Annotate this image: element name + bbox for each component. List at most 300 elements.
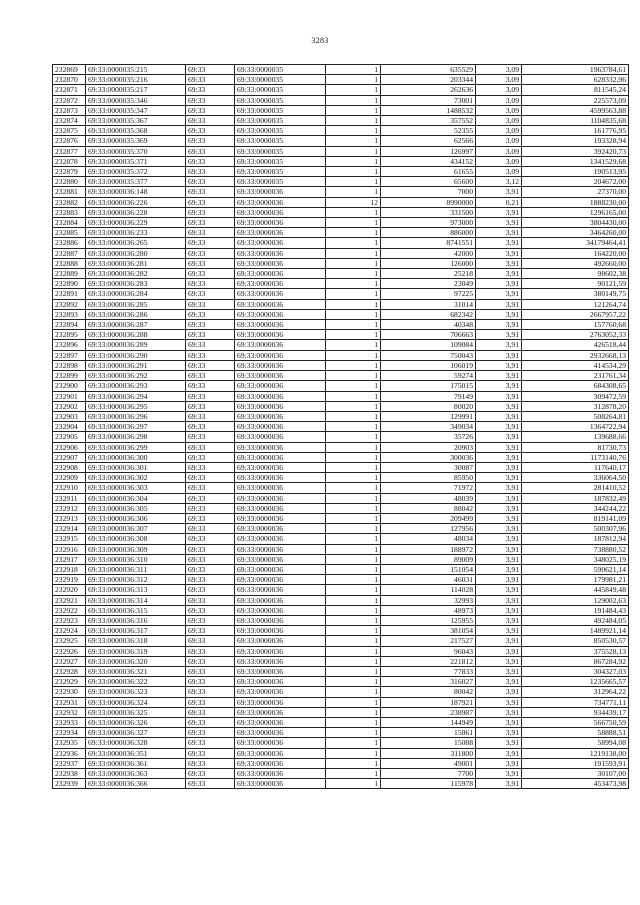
table-row [53, 422, 629, 432]
district-code-cell: 69:33 [186, 381, 235, 391]
cadastral-number-cell: 69:33:0000035:372 [86, 167, 186, 177]
table-row [53, 269, 629, 279]
cadastral-quarter-cell: 69:33:0000036 [235, 309, 326, 319]
cadastral-quarter-cell: 69:33:0000035 [235, 167, 326, 177]
cadastral-value-cell: 27370,00 [522, 187, 629, 197]
table-row [53, 238, 629, 248]
cadastral-number-cell: 69:33:0000036:361 [86, 758, 186, 768]
row-number-cell: 232910 [53, 483, 86, 493]
row-number-cell: 232932 [53, 707, 86, 717]
area-cell: 300036 [381, 452, 476, 462]
row-number-cell: 232907 [53, 452, 86, 462]
district-code-cell: 69:33 [186, 299, 235, 309]
specific-value-cell: 3,91 [476, 299, 522, 309]
district-code-cell: 69:33 [186, 258, 235, 268]
row-number-cell: 232896 [53, 340, 86, 350]
cadastral-number-cell: 69:33:0000036:229 [86, 218, 186, 228]
area-cell: 71972 [381, 483, 476, 493]
district-code-cell: 69:33 [186, 105, 235, 115]
table-row [53, 401, 629, 411]
row-number-cell: 232875 [53, 126, 86, 136]
cadastral-value-cell: 281410,52 [522, 483, 629, 493]
cadastral-number-cell: 69:33:0000035:368 [86, 126, 186, 136]
row-number-cell: 232934 [53, 728, 86, 738]
cadastral-value-cell: 30107,00 [522, 769, 629, 779]
specific-value-cell: 3,09 [476, 65, 522, 75]
cadastral-number-cell: 69:33:0000036:351 [86, 748, 186, 758]
cadastral-quarter-cell: 69:33:0000036 [235, 483, 326, 493]
specific-value-cell: 3,91 [476, 411, 522, 421]
cadastral-number-cell: 69:33:0000036:328 [86, 738, 186, 748]
cadastral-quarter-cell: 69:33:0000036 [235, 299, 326, 309]
table-row [53, 503, 629, 513]
cadastral-number-cell: 69:33:0000036:306 [86, 513, 186, 523]
cadastral-number-cell: 69:33:0000036:312 [86, 575, 186, 585]
specific-value-cell: 3,91 [476, 738, 522, 748]
row-number-cell: 232923 [53, 615, 86, 625]
district-code-cell: 69:33 [186, 707, 235, 717]
count-cell: 1 [326, 524, 381, 534]
row-number-cell: 232892 [53, 299, 86, 309]
cadastral-value-cell: 628332,96 [522, 75, 629, 85]
area-cell: 127956 [381, 524, 476, 534]
cadastral-value-cell: 3464260,00 [522, 228, 629, 238]
cadastral-value-cell: 90121,59 [522, 279, 629, 289]
area-cell: 434152 [381, 156, 476, 166]
count-cell: 1 [326, 748, 381, 758]
count-cell: 1 [326, 666, 381, 676]
table-row [53, 156, 629, 166]
specific-value-cell: 3,91 [476, 422, 522, 432]
page-number: 3283 [311, 36, 329, 45]
cadastral-quarter-cell: 69:33:0000036 [235, 228, 326, 238]
row-number-cell: 232929 [53, 677, 86, 687]
district-code-cell: 69:33 [186, 218, 235, 228]
specific-value-cell: 3,91 [476, 218, 522, 228]
specific-value-cell: 3,91 [476, 442, 522, 452]
cadastral-number-cell: 69:33:0000036:307 [86, 524, 186, 534]
count-cell: 1 [326, 177, 381, 187]
cadastral-number-cell: 69:33:0000036:318 [86, 636, 186, 646]
row-number-cell: 232905 [53, 432, 86, 442]
cadastral-value-cell: 375528,13 [522, 646, 629, 656]
district-code-cell: 69:33 [186, 146, 235, 156]
area-cell: 61655 [381, 167, 476, 177]
table-row [53, 391, 629, 401]
district-code-cell: 69:33 [186, 595, 235, 605]
cadastral-value-cell: 190513,95 [522, 167, 629, 177]
district-code-cell: 69:33 [186, 350, 235, 360]
area-cell: 115978 [381, 779, 476, 789]
area-cell: 311800 [381, 748, 476, 758]
cadastral-quarter-cell: 69:33:0000036 [235, 452, 326, 462]
cadastral-quarter-cell: 69:33:0000036 [235, 330, 326, 340]
cadastral-number-cell: 69:33:0000035:217 [86, 85, 186, 95]
cadastral-value-cell: 98602,38 [522, 269, 629, 279]
count-cell: 1 [326, 758, 381, 768]
count-cell: 1 [326, 126, 381, 136]
cadastral-quarter-cell: 69:33:0000036 [235, 269, 326, 279]
table-row [53, 136, 629, 146]
district-code-cell: 69:33 [186, 289, 235, 299]
district-code-cell: 69:33 [186, 534, 235, 544]
row-number-cell: 232931 [53, 697, 86, 707]
area-cell: 886000 [381, 228, 476, 238]
specific-value-cell: 3,91 [476, 360, 522, 370]
table-row [53, 554, 629, 564]
cadastral-quarter-cell: 69:33:0000036 [235, 493, 326, 503]
cadastral-quarter-cell: 69:33:0000036 [235, 656, 326, 666]
table-row [53, 350, 629, 360]
row-number-cell: 232884 [53, 218, 86, 228]
cadastral-value-cell: 164220,00 [522, 248, 629, 258]
cadastral-quarter-cell: 69:33:0000036 [235, 371, 326, 381]
cadastral-quarter-cell: 69:33:0000036 [235, 187, 326, 197]
area-cell: 635529 [381, 65, 476, 75]
district-code-cell: 69:33 [186, 330, 235, 340]
cadastral-number-cell: 69:33:0000036:327 [86, 728, 186, 738]
table-row [53, 360, 629, 370]
cadastral-number-cell: 69:33:0000036:294 [86, 391, 186, 401]
cadastral-quarter-cell: 69:33:0000036 [235, 391, 326, 401]
count-cell: 1 [326, 187, 381, 197]
row-number-cell: 232911 [53, 493, 86, 503]
cadastral-value-cell: 129002,63 [522, 595, 629, 605]
cadastral-quarter-cell: 69:33:0000036 [235, 218, 326, 228]
cadastral-quarter-cell: 69:33:0000036 [235, 687, 326, 697]
row-number-cell: 232913 [53, 513, 86, 523]
row-number-cell: 232902 [53, 401, 86, 411]
cadastral-quarter-cell: 69:33:0000036 [235, 605, 326, 615]
area-cell: 49001 [381, 758, 476, 768]
cadastral-quarter-cell: 69:33:0000036 [235, 279, 326, 289]
area-cell: 8990000 [381, 197, 476, 207]
district-code-cell: 69:33 [186, 656, 235, 666]
count-cell: 1 [326, 677, 381, 687]
cadastral-number-cell: 69:33:0000036:321 [86, 666, 186, 676]
cadastral-quarter-cell: 69:33:0000036 [235, 248, 326, 258]
specific-value-cell: 3,91 [476, 493, 522, 503]
cadastral-number-cell: 69:33:0000036:299 [86, 442, 186, 452]
row-number-cell: 232922 [53, 605, 86, 615]
count-cell: 1 [326, 769, 381, 779]
cadastral-number-cell: 69:33:0000036:290 [86, 350, 186, 360]
cadastral-value-cell: 187832,49 [522, 493, 629, 503]
row-number-cell: 232886 [53, 238, 86, 248]
cadastral-number-cell: 69:33:0000036:288 [86, 330, 186, 340]
district-code-cell: 69:33 [186, 626, 235, 636]
district-code-cell: 69:33 [186, 85, 235, 95]
cadastral-number-cell: 69:33:0000036:323 [86, 687, 186, 697]
cadastral-quarter-cell: 69:33:0000035 [235, 85, 326, 95]
row-number-cell: 232901 [53, 391, 86, 401]
count-cell: 1 [326, 350, 381, 360]
specific-value-cell: 3,91 [476, 626, 522, 636]
cadastral-value-cell: 1888230,00 [522, 197, 629, 207]
cadastral-quarter-cell: 69:33:0000036 [235, 289, 326, 299]
count-cell: 1 [326, 258, 381, 268]
cadastral-value-cell: 500307,96 [522, 524, 629, 534]
cadastral-quarter-cell: 69:33:0000035 [235, 126, 326, 136]
district-code-cell: 69:33 [186, 126, 235, 136]
cadastral-value-cell: 191593,91 [522, 758, 629, 768]
count-cell: 1 [326, 513, 381, 523]
cadastral-value-cell: 312964,22 [522, 687, 629, 697]
cadastral-quarter-cell: 69:33:0000036 [235, 320, 326, 330]
count-cell: 1 [326, 585, 381, 595]
area-cell: 357552 [381, 116, 476, 126]
cadastral-quarter-cell: 69:33:0000036 [235, 350, 326, 360]
row-number-cell: 232916 [53, 544, 86, 554]
cadastral-number-cell: 69:33:0000036:302 [86, 473, 186, 483]
cadastral-number-cell: 69:33:0000035:216 [86, 75, 186, 85]
cadastral-quarter-cell: 69:33:0000036 [235, 615, 326, 625]
row-number-cell: 232930 [53, 687, 86, 697]
cadastral-number-cell: 69:33:0000036:317 [86, 626, 186, 636]
cadastral-number-cell: 69:33:0000036:280 [86, 248, 186, 258]
cadastral-quarter-cell: 69:33:0000035 [235, 95, 326, 105]
cadastral-value-table [52, 64, 629, 789]
count-cell: 1 [326, 442, 381, 452]
cadastral-number-cell: 69:33:0000035:346 [86, 95, 186, 105]
specific-value-cell: 3,91 [476, 228, 522, 238]
district-code-cell: 69:33 [186, 116, 235, 126]
cadastral-number-cell: 69:33:0000036:233 [86, 228, 186, 238]
table-row [53, 493, 629, 503]
cadastral-value-cell: 445849,48 [522, 585, 629, 595]
specific-value-cell: 3,91 [476, 503, 522, 513]
cadastral-number-cell: 69:33:0000036:366 [86, 779, 186, 789]
count-cell: 1 [326, 646, 381, 656]
count-cell: 1 [326, 146, 381, 156]
cadastral-number-cell: 69:33:0000036:322 [86, 677, 186, 687]
count-cell: 1 [326, 728, 381, 738]
cadastral-number-cell: 69:33:0000036:292 [86, 371, 186, 381]
table-row [53, 197, 629, 207]
cadastral-number-cell: 69:33:0000036:293 [86, 381, 186, 391]
count-cell: 1 [326, 371, 381, 381]
count-cell: 1 [326, 656, 381, 666]
cadastral-value-cell: 58994,08 [522, 738, 629, 748]
count-cell: 1 [326, 340, 381, 350]
specific-value-cell: 3,91 [476, 779, 522, 789]
cadastral-quarter-cell: 69:33:0000036 [235, 524, 326, 534]
specific-value-cell: 3,91 [476, 483, 522, 493]
table-row [53, 544, 629, 554]
count-cell: 1 [326, 360, 381, 370]
count-cell: 1 [326, 238, 381, 248]
row-number-cell: 232897 [53, 350, 86, 360]
row-number-cell: 232920 [53, 585, 86, 595]
specific-value-cell: 3,09 [476, 156, 522, 166]
cadastral-quarter-cell: 69:33:0000036 [235, 707, 326, 717]
specific-value-cell: 3,91 [476, 748, 522, 758]
district-code-cell: 69:33 [186, 503, 235, 513]
district-code-cell: 69:33 [186, 401, 235, 411]
cadastral-number-cell: 69:33:0000036:285 [86, 299, 186, 309]
table-row [53, 126, 629, 136]
table-row [53, 758, 629, 768]
cadastral-value-cell: 336064,50 [522, 473, 629, 483]
row-number-cell: 232891 [53, 289, 86, 299]
specific-value-cell: 3,91 [476, 473, 522, 483]
count-cell: 1 [326, 422, 381, 432]
row-number-cell: 232893 [53, 309, 86, 319]
table-row [53, 75, 629, 85]
district-code-cell: 69:33 [186, 758, 235, 768]
specific-value-cell: 3,91 [476, 758, 522, 768]
district-code-cell: 69:33 [186, 432, 235, 442]
area-cell: 31014 [381, 299, 476, 309]
specific-value-cell: 3,91 [476, 513, 522, 523]
cadastral-value-cell: 139688,66 [522, 432, 629, 442]
row-number-cell: 232881 [53, 187, 86, 197]
cadastral-number-cell: 69:33:0000036:228 [86, 207, 186, 217]
district-code-cell: 69:33 [186, 371, 235, 381]
area-cell: 52355 [381, 126, 476, 136]
table-row [53, 167, 629, 177]
district-code-cell: 69:33 [186, 646, 235, 656]
row-number-cell: 232878 [53, 156, 86, 166]
row-number-cell: 232939 [53, 779, 86, 789]
specific-value-cell: 3,91 [476, 452, 522, 462]
specific-value-cell: 3,91 [476, 595, 522, 605]
row-number-cell: 232903 [53, 411, 86, 421]
row-number-cell: 232879 [53, 167, 86, 177]
specific-value-cell: 3,91 [476, 279, 522, 289]
district-code-cell: 69:33 [186, 228, 235, 238]
row-number-cell: 232872 [53, 95, 86, 105]
cadastral-value-cell: 34179464,41 [522, 238, 629, 248]
table-row [53, 330, 629, 340]
district-code-cell: 69:33 [186, 411, 235, 421]
row-number-cell: 232904 [53, 422, 86, 432]
row-number-cell: 232912 [53, 503, 86, 513]
specific-value-cell: 3,91 [476, 462, 522, 472]
table-row [53, 524, 629, 534]
table-row [53, 85, 629, 95]
count-cell: 1 [326, 95, 381, 105]
count-cell: 1 [326, 228, 381, 238]
cadastral-value-cell: 304327,03 [522, 666, 629, 676]
row-number-cell: 232918 [53, 564, 86, 574]
cadastral-number-cell: 69:33:0000036:319 [86, 646, 186, 656]
specific-value-cell: 3,91 [476, 554, 522, 564]
specific-value-cell: 3,91 [476, 350, 522, 360]
area-cell: 151054 [381, 564, 476, 574]
specific-value-cell: 3,09 [476, 95, 522, 105]
table-row [53, 320, 629, 330]
area-cell: 23049 [381, 279, 476, 289]
cadastral-number-cell: 69:33:0000035:347 [86, 105, 186, 115]
table-row [53, 666, 629, 676]
district-code-cell: 69:33 [186, 462, 235, 472]
count-cell: 12 [326, 197, 381, 207]
area-cell: 48034 [381, 534, 476, 544]
area-cell: 30087 [381, 462, 476, 472]
cadastral-value-cell: 348025,19 [522, 554, 629, 564]
district-code-cell: 69:33 [186, 65, 235, 75]
area-cell: 1488532 [381, 105, 476, 115]
area-cell: 25218 [381, 269, 476, 279]
count-cell: 1 [326, 330, 381, 340]
area-cell: 349034 [381, 422, 476, 432]
count-cell: 1 [326, 411, 381, 421]
table-row [53, 615, 629, 625]
table-row [53, 605, 629, 615]
area-cell: 62566 [381, 136, 476, 146]
count-cell: 1 [326, 554, 381, 564]
table-row [53, 340, 629, 350]
cadastral-quarter-cell: 69:33:0000035 [235, 146, 326, 156]
cadastral-value-cell: 811545,24 [522, 85, 629, 95]
specific-value-cell: 3,09 [476, 126, 522, 136]
cadastral-number-cell: 69:33:0000036:286 [86, 309, 186, 319]
district-code-cell: 69:33 [186, 605, 235, 615]
cadastral-value-cell: 492660,00 [522, 258, 629, 268]
cadastral-value-cell: 312878,20 [522, 401, 629, 411]
cadastral-number-cell: 69:33:0000036:303 [86, 483, 186, 493]
specific-value-cell: 3,91 [476, 718, 522, 728]
cadastral-number-cell: 69:33:0000036:289 [86, 340, 186, 350]
table-row [53, 279, 629, 289]
table-row [53, 718, 629, 728]
cadastral-number-cell: 69:33:0000036:297 [86, 422, 186, 432]
specific-value-cell: 3,91 [476, 524, 522, 534]
area-cell: 48973 [381, 605, 476, 615]
table-row [53, 218, 629, 228]
table-row [53, 748, 629, 758]
cadastral-quarter-cell: 69:33:0000036 [235, 442, 326, 452]
row-number-cell: 232890 [53, 279, 86, 289]
table-row [53, 65, 629, 75]
table-row [53, 564, 629, 574]
specific-value-cell: 3,09 [476, 75, 522, 85]
cadastral-value-cell: 508264,81 [522, 411, 629, 421]
district-code-cell: 69:33 [186, 340, 235, 350]
count-cell: 1 [326, 279, 381, 289]
count-cell: 1 [326, 605, 381, 615]
cadastral-quarter-cell: 69:33:0000036 [235, 360, 326, 370]
cadastral-number-cell: 69:33:0000036:282 [86, 269, 186, 279]
specific-value-cell: 3,91 [476, 697, 522, 707]
table-row [53, 299, 629, 309]
cadastral-value-cell: 231761,34 [522, 371, 629, 381]
count-cell: 1 [326, 707, 381, 717]
cadastral-value-cell: 3804430,00 [522, 218, 629, 228]
cadastral-quarter-cell: 69:33:0000036 [235, 758, 326, 768]
cadastral-quarter-cell: 69:33:0000036 [235, 401, 326, 411]
table-row [53, 636, 629, 646]
cadastral-value-cell: 58888,51 [522, 728, 629, 738]
cadastral-number-cell: 69:33:0000036:308 [86, 534, 186, 544]
district-code-cell: 69:33 [186, 207, 235, 217]
district-code-cell: 69:33 [186, 75, 235, 85]
specific-value-cell: 3,91 [476, 636, 522, 646]
table-row [53, 371, 629, 381]
area-cell: 79149 [381, 391, 476, 401]
row-number-cell: 232924 [53, 626, 86, 636]
specific-value-cell: 3,91 [476, 575, 522, 585]
count-cell: 1 [326, 718, 381, 728]
cadastral-number-cell: 69:33:0000036:301 [86, 462, 186, 472]
row-number-cell: 232894 [53, 320, 86, 330]
cadastral-number-cell: 69:33:0000036:281 [86, 258, 186, 268]
cadastral-quarter-cell: 69:33:0000035 [235, 75, 326, 85]
count-cell: 1 [326, 85, 381, 95]
cadastral-value-cell: 1104835,68 [522, 116, 629, 126]
table-row [53, 116, 629, 126]
